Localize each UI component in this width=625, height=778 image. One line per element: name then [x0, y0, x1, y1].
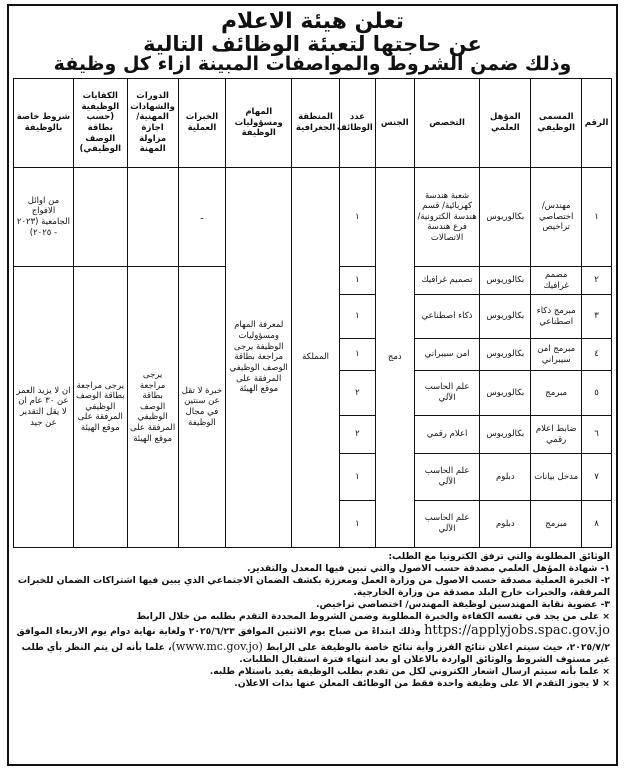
job-count: ١ [339, 501, 375, 548]
note-item-apply [15, 623, 610, 666]
special-conditions-cell: ان لا يزيد العمر عن ٣٠ عام ان لا يقل التقدير عن جيد [14, 267, 74, 548]
row-number: ١ [582, 168, 612, 267]
special-conditions-row1: من اوائل الافواج الجامعية (٢٠٢٣ - ٢٠٢٥) [14, 168, 74, 267]
job-title: مبرمج [531, 501, 582, 548]
job-count: ١ [339, 339, 375, 371]
notes-intro: الوثائق المطلوبة والتي ترفق الكترونيا مع الطلب: [388, 551, 610, 563]
gender-cell: دمج [375, 168, 414, 548]
qualification: دبلوم [480, 454, 531, 501]
job-count: ١ [339, 295, 375, 339]
specialization: علم الحاسب الآلي [414, 371, 480, 416]
table-header-row [14, 79, 612, 168]
col-header: شروط خاصة بالوظيفة [14, 79, 74, 168]
specialization: امن سيبراني [414, 339, 480, 371]
col-header: عدد الوظائف [339, 79, 375, 168]
col-header: الخبرات العملية [178, 79, 226, 168]
job-title: ضابط اعلام رقمي [531, 416, 582, 454]
specialization: شعبة هندسة كهربائية/ قسم هندسة الكترونية/ فرع هندسة الاتصالات [414, 168, 480, 267]
specialization: علم الحاسب الآلي [414, 501, 480, 548]
job-count: ١ [339, 454, 375, 501]
specialization: ذكاء اصطناعي [414, 295, 480, 339]
experience-cell-row1: ـ [178, 168, 226, 267]
header-line-3: وذلك ضمن الشروط والمواصفات المبينة ازاء كل وظيفة [53, 53, 572, 76]
job-count: ٢ [339, 371, 375, 416]
qualification: دبلوم [480, 501, 531, 548]
specialization: علم الحاسب الآلي [414, 454, 480, 501]
col-header: المنطقة الجغرافية [292, 79, 340, 168]
advertisement-page [7, 4, 618, 766]
table-row [14, 168, 612, 267]
job-count: ٢ [339, 416, 375, 454]
note-apply-text: وذلك ابتداءً من صباح يوم الاثنين الموافق ٢٠٢٥/٦/٢٣ ولغاية نهاية دوام يوم الاربعاء الموافق ٢٠٢٥/٧/٢، حيث سيتم اعلان نتائج الفرز وأية نتائج خاصة بالوظيفة على الرابط [16, 625, 610, 653]
header-line-1: تعلن هيئة الاعلام [220, 9, 405, 34]
ad-header [9, 10, 616, 75]
col-header: التخصص [414, 79, 480, 168]
qualification: بكالوريوس [480, 416, 531, 454]
qualification: بكالوريوس [480, 295, 531, 339]
job-title: مبرمج امن سيبراني [531, 339, 582, 371]
job-count: ١ [339, 168, 375, 267]
col-header: المسمى الوظيفي [531, 79, 582, 168]
col-header: الدورات والشهادات المهنية/ اجازة مزاولة المهنة [127, 79, 178, 168]
col-header: الرقم [582, 79, 612, 168]
duties-cell: لمعرفة المهام ومسؤوليات الوظيفة يرجى مراجعة بطاقة الوصف الوظيفي المرفقة على موقع الهيئة [226, 168, 292, 548]
job-title: مدخل بيانات [531, 454, 582, 501]
row-number: ٤ [582, 339, 612, 371]
note-item: ٢- الخبرة العملية مصدقة حسب الاصول من وزارة العمل ومعززة بكشف الضمان الاجتماعي الذي يبين فيها اشتراكات الضمان للخبرات المرفقة، والخبرات خارج البلد مصدقة من وزارة الخارجية. [17, 574, 610, 598]
job-count: ١ [339, 267, 375, 295]
apply-link[interactable]: https://applyjobs.spac.gov.jo [424, 622, 610, 638]
competencies-cell-row1 [73, 168, 127, 267]
col-header: المؤهل العلمي [480, 79, 531, 168]
note-item: ١- شهادة المؤهل العلمي مصدقة حسب الاصول والتي تبين فيها المعدل والتقدير. [246, 563, 610, 575]
note-item: ٣- عضوية نقابة المهندسين لوظيفة المهندس/ اختصاصي تراخيص. [315, 598, 610, 610]
courses-cell: يرجى مراجعة بطاقة الوصف الوظيفي المرفقة على موقع الهيئة [127, 267, 178, 548]
note-item: × علما بأنه سيتم ارسال اشعار الكتروني لكل من تقدم بطلب الوظيفة يفيد باستلام طلبه. [209, 665, 610, 677]
job-title: مصمم غرافيك [531, 267, 582, 295]
header-line-2: عن حاجتها لتعبئة الوظائف التالية [143, 32, 482, 57]
competencies-cell: يرجى مراجعة بطاقة الوصف الوظيفي المرفقة على موقع الهيئة [73, 267, 127, 548]
qualification: بكالوريوس [480, 339, 531, 371]
specialization: تصميم غرافيك [414, 267, 480, 295]
qualification: بكالوريوس [480, 168, 531, 267]
results-link[interactable]: (www.mc.gov.jo) [171, 639, 263, 653]
row-number: ٣ [582, 295, 612, 339]
note-item: × لا يجوز التقدم الا على وظيفة واحدة فقط من الوظائف المعلن عنها بذات الاعلان. [234, 677, 610, 689]
row-number: ٢ [582, 267, 612, 295]
region-cell: المملكة [292, 168, 340, 548]
job-title: مبرمج [531, 371, 582, 416]
courses-cell-row1 [127, 168, 178, 267]
row-number: ٧ [582, 454, 612, 501]
job-title: مهندس/ اختصاصي تراخيص [531, 168, 582, 267]
col-header: المهام ومسؤوليات الوظيفة [226, 79, 292, 168]
job-title: مبرمج ذكاء اصطناعي [531, 295, 582, 339]
qualification: بكالوريوس [480, 371, 531, 416]
experience-cell: خبرة لا تقل عن سنتين في مجال الوظيفة [178, 267, 226, 548]
notes-section [9, 548, 616, 690]
row-number: ٥ [582, 371, 612, 416]
specialization: اعلام رقمي [414, 416, 480, 454]
jobs-table [13, 78, 612, 548]
col-header: الكفايات الوظيفية (حسب بطاقة الوصف الوظيفي) [73, 79, 127, 168]
col-header: الجنس [375, 79, 414, 168]
note-item: × على من يجد في نفسه الكفاءة والخبرة المطلوبة وضمن الشروط المحددة التقدم بطلبه من خلال الرابط [136, 610, 610, 622]
row-number: ٨ [582, 501, 612, 548]
note-apply-tail: ، علما بأنه لن يتم النظر بأي طلب غير مستوف الشروط والوثائق الواردة بالاعلان او بعد انتهاء فترة استقبال الطلبات. [21, 641, 610, 665]
qualification: بكالوريوس [480, 267, 531, 295]
row-number: ٦ [582, 416, 612, 454]
